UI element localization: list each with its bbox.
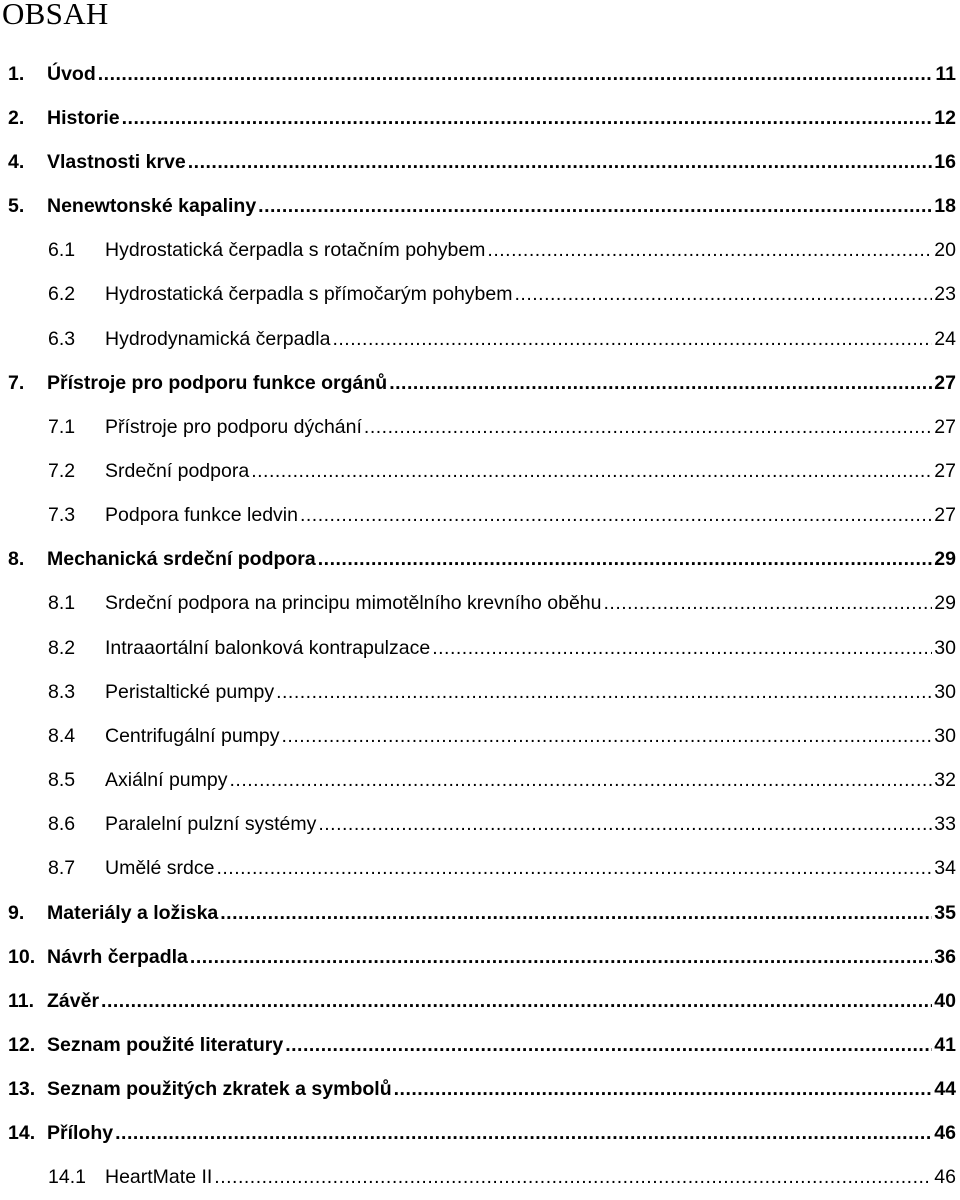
toc-entry[interactable] [0,361,956,405]
toc-entry-number: 6.1 [48,239,76,262]
toc-entry-page-number: 12 [934,106,956,129]
toc-entry-number: 4. [8,150,25,173]
toc-entry-page-number: 27 [934,459,956,482]
toc-entry-page-number: 16 [934,150,956,173]
toc-dot-leader [394,1078,933,1101]
toc-entry[interactable] [0,1068,956,1112]
toc-entry-number: 5. [8,195,25,218]
toc-entry[interactable] [0,1112,956,1156]
toc-entry-page-number: 34 [934,857,956,880]
toc-dot-leader [282,725,933,748]
toc-entry[interactable] [0,582,956,626]
toc-dot-leader [276,681,932,704]
toc-entry-title: Peristaltické pumpy [105,680,275,703]
toc-entry-title: Umělé srdce [105,857,215,880]
toc-dot-leader [251,460,932,483]
toc-entry-title: Návrh čerpadla [47,945,188,968]
toc-entry-number: 13. [8,1078,36,1101]
toc-entry[interactable] [0,979,956,1023]
toc-entry[interactable] [0,96,956,140]
toc-entry-page-number: 27 [934,504,956,527]
toc-dot-leader [432,637,932,660]
toc-entry-title: Srdeční podpora [105,459,250,482]
toc-entry[interactable] [0,538,956,582]
toc-entry-number: 8.4 [48,724,76,747]
toc-dot-leader [122,107,933,130]
toc-entry-number: 8.3 [48,680,76,703]
toc-dot-leader [190,946,932,969]
toc-entry-title: Seznam použitých zkratek a symbolů [47,1078,392,1101]
toc-entry-title: Seznam použité literatury [47,1034,284,1057]
toc-entry-number: 2. [8,106,25,129]
toc-entry[interactable] [0,229,956,273]
toc-entry[interactable] [0,847,956,891]
toc-entry[interactable] [0,759,956,803]
toc-entry-page-number: 29 [934,548,956,571]
toc-dot-leader [216,857,932,880]
toc-entry-title: Srdeční podpora na principu mimotělního krevního oběhu [105,592,602,615]
toc-entry-number: 7. [8,371,25,394]
toc-entry-title: Úvod [47,62,96,85]
toc-entry[interactable] [0,626,956,670]
toc-entry-title: Přístroje pro podporu dýchání [105,415,362,438]
toc-entry-title: Hydrostatická čerpadla s rotačním pohybem [105,239,486,262]
toc-dot-leader [220,902,932,925]
toc-entry[interactable] [0,140,956,184]
toc-entry-page-number: 41 [934,1034,956,1057]
toc-entry[interactable] [0,1156,956,1200]
toc-entry[interactable] [0,1023,956,1067]
toc-dot-leader [285,1034,932,1057]
toc-entry-title: Podpora funkce ledvin [105,504,298,527]
toc-entry-number: 1. [8,62,25,85]
toc-dot-leader [101,990,932,1013]
toc-dot-leader [389,372,932,395]
toc-list [0,52,956,1200]
toc-entry-page-number: 20 [934,239,956,262]
toc-entry-number: 8. [8,548,25,571]
toc-entry-number: 12. [8,1034,36,1057]
toc-entry[interactable] [0,317,956,361]
toc-entry-number: 7.3 [48,504,76,527]
toc-entry-page-number: 40 [934,989,956,1012]
toc-entry-title: Centrifugální pumpy [105,724,280,747]
toc-entry-page-number: 24 [934,327,956,350]
toc-entry-title: Intraaortální balonková kontrapulzace [105,636,431,659]
toc-entry-page-number: 44 [934,1078,956,1101]
toc-entry-page-number: 46 [934,1122,956,1145]
toc-entry[interactable] [0,494,956,538]
toc-dot-leader [318,548,933,571]
toc-entry-title: Přílohy [47,1122,114,1145]
toc-entry-page-number: 32 [934,769,956,792]
toc-dot-leader [115,1122,932,1145]
toc-entry-page-number: 46 [934,1166,956,1189]
toc-dot-leader [188,151,933,174]
toc-entry-number: 8.2 [48,636,76,659]
toc-entry-number: 6.3 [48,327,76,350]
toc-entry[interactable] [0,52,956,96]
toc-entry[interactable] [0,405,956,449]
toc-entry-number: 11. [8,989,35,1012]
toc-dot-leader [258,195,932,218]
toc-dot-leader [214,1166,932,1189]
toc-entry-title: HeartMate II [105,1166,213,1189]
toc-entry-page-number: 35 [934,901,956,924]
toc-dot-leader [487,239,932,262]
toc-entry-title: Vlastnosti krve [47,150,186,173]
toc-dot-leader [603,592,932,615]
toc-dot-leader [318,813,932,836]
toc-entry-number: 8.5 [48,769,76,792]
toc-dot-leader [300,504,932,527]
toc-entry[interactable] [0,714,956,758]
toc-entry-page-number: 23 [934,283,956,306]
toc-entry-number: 9. [8,901,25,924]
toc-entry-title: Nenewtonské kapaliny [47,195,257,218]
toc-heading: OBSAH [2,0,109,31]
toc-entry[interactable] [0,184,956,228]
toc-entry-page-number: 18 [934,195,956,218]
toc-entry-number: 8.7 [48,857,76,880]
toc-entry[interactable] [0,273,956,317]
toc-dot-leader [229,769,932,792]
toc-entry-page-number: 30 [934,680,956,703]
toc-entry-number: 10. [8,945,36,968]
toc-dot-leader [332,328,932,351]
toc-entry-page-number: 36 [934,945,956,968]
toc-entry-page-number: 33 [934,813,956,836]
toc-entry-page-number: 27 [934,415,956,438]
toc-entry-page-number: 11 [935,62,956,85]
toc-entry[interactable] [0,803,956,847]
toc-entry-page-number: 30 [934,724,956,747]
toc-entry[interactable] [0,891,956,935]
toc-dot-leader [364,416,932,439]
toc-entry-number: 6.2 [48,283,76,306]
toc-entry-number: 8.1 [48,592,76,615]
toc-dot-leader [515,283,933,306]
toc-entry-title: Závěr [47,989,100,1012]
toc-entry-number: 14. [8,1122,36,1145]
toc-entry-number: 7.1 [48,415,76,438]
toc-entry-title: Materiály a ložiska [47,901,219,924]
toc-entry-title: Axiální pumpy [105,769,228,792]
toc-entry-page-number: 27 [934,371,956,394]
toc-entry-page-number: 29 [934,592,956,615]
toc-entry-title: Paralelní pulzní systémy [105,813,317,836]
toc-entry-title: Mechanická srdeční podpora [47,548,316,571]
toc-entry-number: 14.1 [48,1166,86,1189]
toc-entry[interactable] [0,670,956,714]
toc-entry[interactable] [0,935,956,979]
toc-entry-title: Hydrodynamická čerpadla [105,327,331,350]
toc-entry-title: Přístroje pro podporu funkce orgánů [47,371,388,394]
toc-entry[interactable] [0,449,956,493]
toc-entry-number: 7.2 [48,459,76,482]
toc-entry-title: Historie [47,106,120,129]
toc-dot-leader [98,63,934,86]
toc-entry-title: Hydrostatická čerpadla s přímočarým pohybem [105,283,513,306]
toc-entry-number: 8.6 [48,813,76,836]
toc-entry-page-number: 30 [934,636,956,659]
